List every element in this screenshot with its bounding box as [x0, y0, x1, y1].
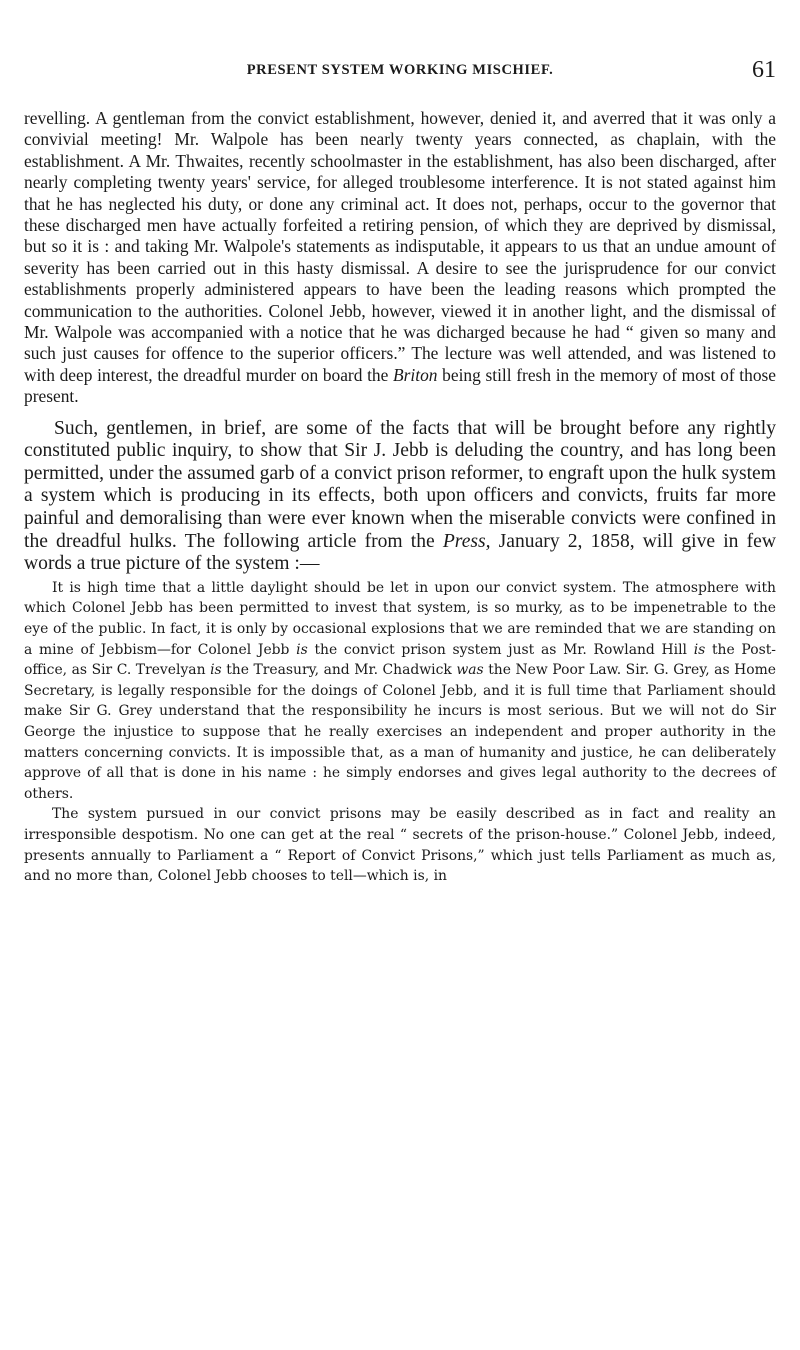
- text-run: the convict prison system just as Mr. Rowland Hill: [307, 641, 694, 658]
- text-run: Such, gentlemen, in brief, are some of the facts that will be brought before any rightly constituted public inquiry, to show that Sir J. Jebb is deluding the country, and has long been permitted, under the assumed garb of a convict prison reformer, to engraft upon the hulk system a system which is producing in its effects, both upon officers and convicts, fruits far more painful and demoralising than were ever known when the miserable convicts were confined in the dreadful hulks. The following article from the: [24, 417, 776, 552]
- italic-ship-name: Briton: [393, 364, 438, 385]
- running-head: PRESENT SYSTEM WORKING MISCHIEF.: [246, 62, 554, 78]
- italic-emphasis: is: [693, 641, 706, 658]
- paragraph-address-to-gentlemen: [24, 418, 776, 576]
- text-run: January 2, 1858, will give in few words a true picture of the system :—: [24, 530, 776, 575]
- italic-emphasis: is: [296, 641, 308, 658]
- page-header: [24, 57, 776, 92]
- text-run: the Treasury, and Mr. Chadwick: [221, 662, 457, 679]
- quote-paragraph-jebbism: [24, 578, 776, 805]
- book-page: [24, 57, 777, 887]
- quoted-article: [24, 578, 776, 887]
- italic-newspaper-name: Press,: [442, 530, 491, 552]
- text-run: It is high time that a little daylight should be let in upon our convict system. The atmosphere with which Colonel Jebb has been permitted to invest that system, is so murky, as to be impenetrable to the eye of the public. In fact, it is only by occasional explosions that we are reminded that we are standing on a mine of Jebbism—for Colonel Jebb: [24, 579, 776, 658]
- paragraph-walpole-dismissal: [24, 108, 776, 408]
- text-run: the New Poor Law. Sir. G. Grey, as Home Secretary, is legally responsible for the doings of Colonel Jebb, and it is full time that Parliament should make Sir G. Grey understand that the responsibility he incurs is most serious. But we will not do Sir George the injustice to suppose that he really exercises an independent and proper authority in the matters concerning convicts. It is impossible that, as a man of humanity and justice, he can deliberately approve of all that is done in his name : he simply endorses and gives legal authority to the decrees of others.: [24, 662, 777, 802]
- text-run: revelling. A gentleman from the convict establishment, however, denied it, and averred that it was only a convivial meeting! Mr. Walpole has been nearly twenty years connected, as chaplain, with the establishment. A Mr. Thwaites, recently schoolmaster in the establishment, has also been discharged, after nearly completing twenty years' service, for alleged troublesome interference. It is not stated against him that he has neglected his duty, or done any criminal act. It does not, perhaps, occur to the governor that these discharged men have actually forfeited a retiring pension, of which they are deprived by dismissal, but so it is : and taking Mr. Walpole's statements as indisputable, it appears to us that an undue amount of severity has been carried out in this hasty dismissal. A desire to see the jurisprudence for our convict establishments properly administered appears to have been the leading reasons which prompted the communication to the authorities. Colonel Jebb, however, viewed it in another light, and the dismissal of Mr. Walpole was accompanied with a notice that he was dicharged because he had “ given so many and such just causes for offence to the superior officers.” The lecture was well attended, and was listened to with deep interest, the dreadful murder on board the: [24, 108, 776, 385]
- italic-emphasis: is: [210, 662, 222, 679]
- italic-emphasis: was: [456, 662, 484, 679]
- text-run: being still fresh in the memory of most of those present.: [24, 364, 777, 407]
- quote-paragraph-despotism: The system pursued in our convict prisons may be easily described as in fact and reality an irresponsible despotism. No one can get at the real “ secrets of the prison-house.” Colonel Jebb, indeed, presents annually to Parliament a “ Report of Convict Prisons,” which just tells Parliament as much as, and no more than, Colonel Jebb chooses to tell—which is, in: [24, 806, 776, 885]
- page-number: 61: [752, 57, 776, 83]
- text-run: the Post-office, as Sir C. Trevelyan: [24, 641, 776, 679]
